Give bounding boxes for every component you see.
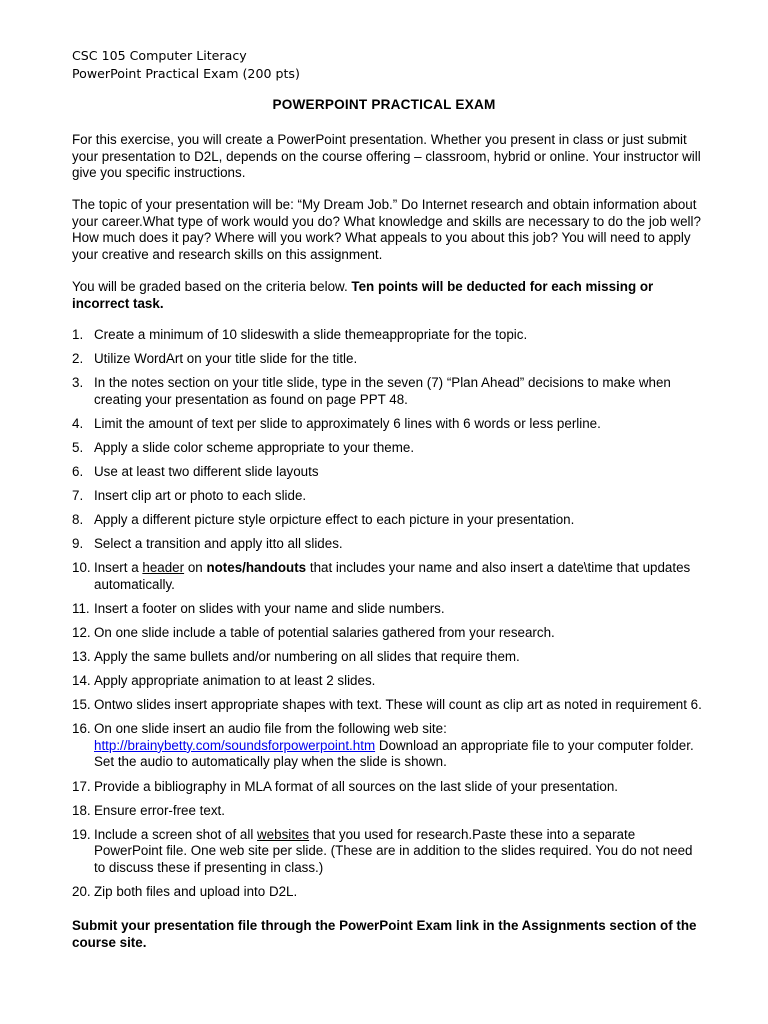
grading-text: You will be graded based on the criteria below. — [72, 279, 352, 294]
task-number: 18. — [72, 802, 91, 818]
topic-paragraph: The topic of your presentation will be: “My Dream Job.” Do Internet research and obtain information about your career.What type of work would you do? What knowledge and skills are necessary to do the job well? How much does it pay? Where will you work? What appeals to you about this job? You will need to apply your creative and research skills on this assignment. — [72, 197, 701, 262]
task-item — [72, 327, 702, 344]
task-text: Use at least two different slide layouts — [94, 463, 319, 479]
intro-paragraph: For this exercise, you will create a PowerPoint presentation. Whether you present in class or just submit your presentation to D2L, depends on the course offering – classroom, hybrid or online. Your instructor will give you specific instructions. — [72, 132, 701, 180]
task-item — [72, 625, 702, 642]
task-item — [72, 721, 702, 771]
task-text — [94, 560, 702, 593]
task-number: 7. — [72, 488, 84, 504]
task-text-part: Include a screen shot of all — [94, 826, 258, 842]
task-text: Apply a different picture style orpicture effect to each picture in your presentation. — [94, 512, 575, 528]
task-number: 20. — [72, 883, 91, 899]
task-item — [72, 351, 702, 368]
task-number: 10. — [72, 560, 91, 576]
task-text: Apply the same bullets and/or numbering on all slides that require them. — [94, 649, 520, 665]
task-text: Ensure error-free text. — [94, 802, 225, 818]
websites-underlined: websites — [257, 826, 310, 842]
task-number: 16. — [72, 721, 91, 737]
task-item — [72, 779, 702, 796]
task-text-part: Insert a — [94, 560, 143, 576]
course-name: CSC 105 Computer Literacy — [72, 48, 247, 63]
task-text — [94, 827, 702, 877]
task-text: Create a minimum of 10 slideswith a slide themeappropriate for the topic. — [94, 327, 528, 342]
task-text-part: On one slide insert an audio file from the following web site: — [94, 721, 447, 737]
task-item — [72, 673, 702, 690]
task-number: 4. — [72, 415, 84, 431]
task-text: Provide a bibliography in MLA format of all sources on the last slide of your presentation. — [94, 778, 619, 794]
task-text: Insert a footer on slides with your name and slide numbers. — [94, 600, 445, 616]
task-text — [94, 721, 702, 771]
submit-instruction: Submit your presentation file through the PowerPoint Exam link in the Assignments section of the course site. — [72, 918, 697, 950]
notes-handouts-bold: notes/handouts — [206, 560, 307, 576]
task-text: Apply appropriate animation to at least 2 slides. — [94, 673, 376, 689]
task-text: Insert clip art or photo to each slide. — [94, 488, 307, 504]
task-number: 12. — [72, 625, 91, 641]
task-number: 11. — [72, 600, 90, 616]
task-item — [72, 464, 702, 481]
header-underlined: header — [142, 560, 185, 576]
task-item — [72, 697, 702, 714]
task-text-part: that you used for research.Paste these into a separate PowerPoint file. One web site per slide. (These are in addition to the slides required. You do not need to discuss these if presenting in class.) — [94, 826, 693, 875]
task-number: 13. — [72, 649, 91, 665]
task-text: Apply a slide color scheme appropriate to your theme. — [94, 439, 415, 455]
task-number: 3. — [72, 375, 84, 391]
task-item — [72, 803, 702, 820]
task-number: 1. — [72, 327, 84, 342]
task-item — [72, 440, 702, 457]
task-item — [72, 560, 702, 593]
task-item — [72, 601, 702, 618]
task-item — [72, 536, 702, 553]
task-number: 6. — [72, 463, 84, 479]
task-number: 2. — [72, 351, 84, 367]
task-text: Zip both files and upload into D2L. — [94, 883, 298, 899]
task-text: Utilize WordArt on your title slide for the title. — [94, 351, 358, 367]
exam-name: PowerPoint Practical Exam (200 pts) — [72, 66, 300, 81]
document-title: POWERPOINT PRACTICAL EXAM — [272, 97, 496, 112]
task-text: Limit the amount of text per slide to approximately 6 lines with 6 words or less perline. — [94, 415, 601, 431]
task-item — [72, 375, 702, 408]
grading-deduction: Ten points will be deducted for each missing or incorrect task. — [72, 279, 654, 311]
task-text-part: on — [184, 560, 207, 576]
task-item — [72, 884, 702, 901]
brainybetty-link[interactable]: http://brainybetty.com/soundsforpowerpoint.htm — [94, 737, 376, 753]
task-number: 9. — [72, 536, 84, 552]
grading-paragraph — [72, 279, 702, 312]
task-item — [72, 488, 702, 505]
task-item — [72, 827, 702, 877]
task-number: 19. — [72, 826, 91, 842]
task-text: On one slide include a table of potential salaries gathered from your research. — [94, 625, 555, 641]
task-number: 15. — [72, 697, 91, 713]
task-number: 8. — [72, 512, 84, 528]
task-item — [72, 416, 702, 433]
task-number: 5. — [72, 439, 84, 455]
task-item — [72, 649, 702, 666]
task-text: In the notes section on your title slide, type in the seven (7) “Plan Ahead” decisions to make when creating your presentation as found on page PPT 48. — [94, 375, 671, 407]
task-number: 17. — [72, 778, 91, 794]
task-text: Select a transition and apply itto all slides. — [94, 536, 343, 552]
task-text-part: Download an appropriate file to your computer folder. Set the audio to automatically play when the slide is shown. — [94, 737, 694, 770]
task-item — [72, 512, 702, 529]
task-text: Ontwo slides insert appropriate shapes with text. These will count as clip art as noted in requirement 6. — [94, 697, 702, 713]
task-text-part: that includes your name and also insert a date\time that updates automatically. — [94, 560, 691, 592]
task-list — [72, 327, 702, 908]
task-number: 14. — [72, 673, 91, 689]
